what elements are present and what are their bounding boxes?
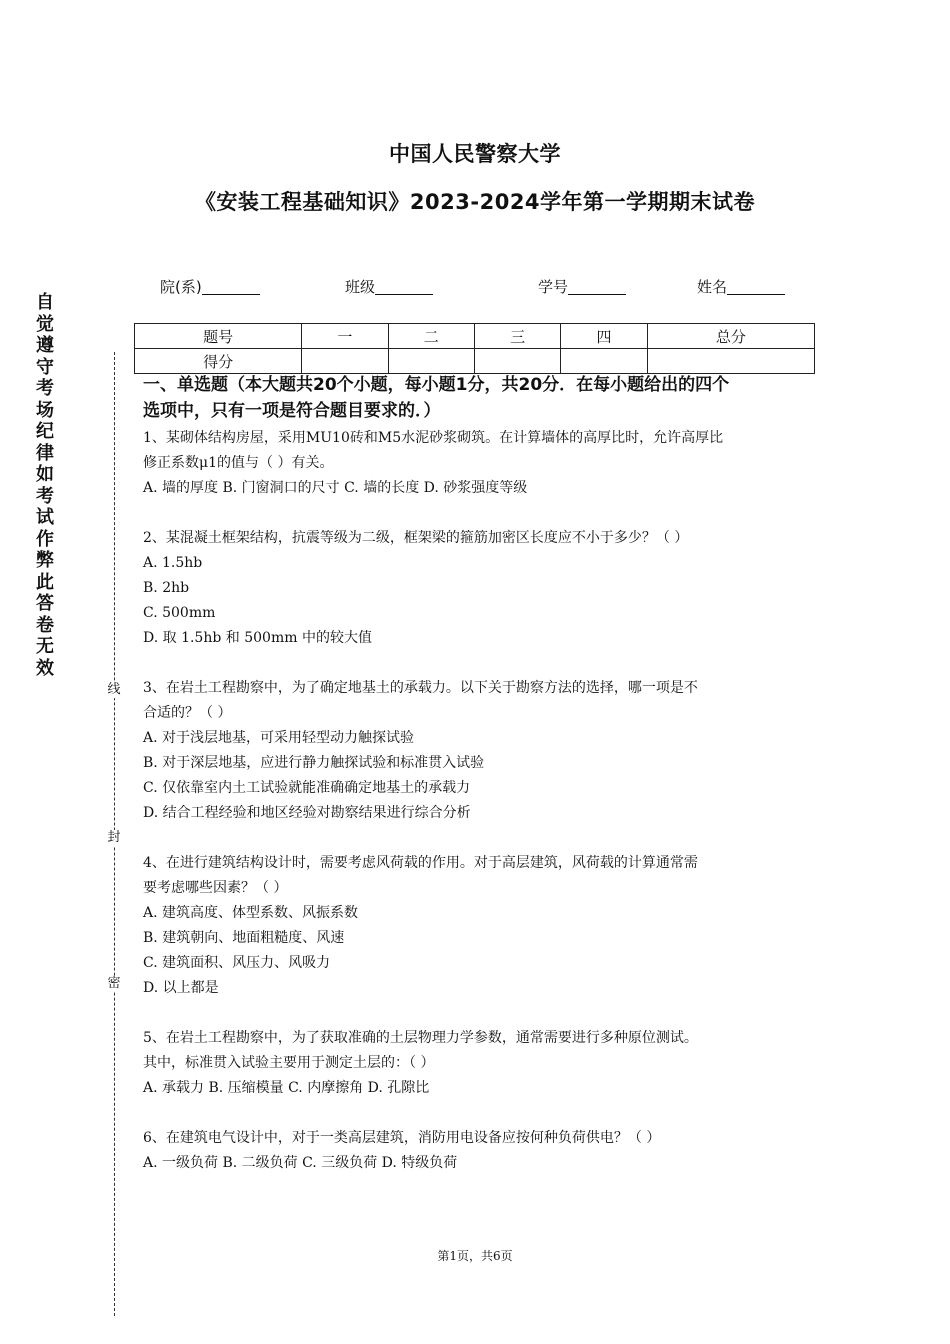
- score-table-cell: 二: [388, 324, 474, 349]
- question-option: A. 一级负荷 B. 二级负荷 C. 三级负荷 D. 特级负荷: [143, 1155, 458, 1171]
- class-blank: [375, 278, 433, 295]
- question-option: B. 对于深层地基，应进行静力触探试验和标准贯入试验: [143, 755, 485, 771]
- question-option: A. 墙的厚度 B. 门窗洞口的尺寸 C. 墙的长度 D. 砂浆强度等级: [143, 480, 528, 496]
- score-table-cell: 总分: [647, 324, 814, 349]
- seal-label-secret: 密: [107, 976, 121, 991]
- department-field: [160, 276, 260, 297]
- class-label: 班级: [345, 278, 376, 296]
- question-stem: 其中，标准贯入试验主要用于测定土层的：（ ）: [143, 1055, 435, 1071]
- question-option: C. 建筑面积、风压力、风吸力: [143, 955, 331, 971]
- name-field: [697, 276, 785, 297]
- question-option: D. 结合工程经验和地区经验对勘察结果进行综合分析: [143, 805, 471, 821]
- question-stem: 1、某砌体结构房屋，采用MU10砖和M5水泥砂浆砌筑。在计算墙体的高厚比时，允许高厚比: [143, 430, 724, 446]
- question-option: A. 承载力 B. 压缩模量 C. 内摩擦角 D. 孔隙比: [143, 1080, 430, 1096]
- question-stem: 3、在岩土工程勘察中，为了确定地基土的承载力。以下关于勘察方法的选择，哪一项是不: [143, 680, 698, 696]
- question-stem: 4、在进行建筑结构设计时，需要考虑风荷载的作用。对于高层建筑，风荷载的计算通常需: [143, 855, 698, 871]
- score-blank-cell: [388, 349, 474, 374]
- exam-discipline-notice: 自觉遵守考场纪律如考试作弊此答卷无效: [36, 292, 54, 679]
- question-1: [143, 426, 818, 501]
- student-id-label: 学号: [538, 278, 569, 296]
- score-table-cell: 得分: [135, 349, 302, 374]
- score-table: [134, 323, 815, 374]
- question-option: C. 仅依靠室内土工试验就能准确确定地基土的承载力: [143, 780, 471, 796]
- score-table-cell: 四: [561, 324, 647, 349]
- question-stem: 6、在建筑电气设计中，对于一类高层建筑，消防用电设备应按何种负荷供电？（ ）: [143, 1130, 661, 1146]
- question-option: A. 对于浅层地基，可采用轻型动力触探试验: [143, 730, 415, 746]
- score-table-cell: 三: [474, 324, 560, 349]
- question-2: [143, 526, 818, 651]
- exam-title: 《安装工程基础知识》2023-2024学年第一学期期末试卷: [194, 190, 756, 214]
- department-label: 院(系): [160, 278, 202, 296]
- score-table-cell: 题号: [135, 324, 302, 349]
- question-3: [143, 676, 818, 826]
- score-blank-cell: [474, 349, 560, 374]
- class-field: [345, 276, 433, 297]
- question-stem: 5、在岩土工程勘察中，为了获取准确的土层物理力学参数，通常需要进行多种原位测试。: [143, 1030, 698, 1046]
- score-blank-cell: [647, 349, 814, 374]
- question-option: D. 取 1.5hb 和 500mm 中的较大值: [143, 630, 372, 646]
- page-number: 第1页，共6页: [437, 1249, 513, 1263]
- question-stem: 要考虑哪些因素？（ ）: [143, 880, 288, 896]
- exam-content: [143, 372, 818, 1201]
- question-stem: 合适的？（ ）: [143, 705, 232, 721]
- question-5: [143, 1026, 818, 1101]
- seal-label-seal: 封: [107, 830, 121, 845]
- question-option: B. 2hb: [143, 580, 190, 596]
- name-label: 姓名: [697, 278, 728, 296]
- student-id-field: [538, 276, 626, 297]
- section-heading-line: 一、单选题（本大题共20个小题，每小题1分，共20分．在每小题给出的四个: [143, 375, 730, 395]
- question-option: A. 建筑高度、体型系数、风振系数: [143, 905, 359, 921]
- score-table-header-row: [135, 324, 815, 349]
- question-option: A. 1.5hb: [143, 555, 203, 571]
- student-id-blank: [568, 278, 626, 295]
- question-6: [143, 1126, 818, 1176]
- question-stem: 2、某混凝土框架结构，抗震等级为二级，框架梁的箍筋加密区长度应不小于多少？（ ）: [143, 530, 689, 546]
- score-table-cell: 一: [302, 324, 388, 349]
- seal-label-line: 线: [107, 682, 121, 697]
- name-blank: [727, 278, 785, 295]
- question-option: D. 以上都是: [143, 980, 219, 996]
- score-table-score-row: [135, 349, 815, 374]
- university-title: 中国人民警察大学: [389, 142, 561, 166]
- question-stem: 修正系数μ1的值与（ ）有关。: [143, 455, 334, 471]
- question-4: [143, 851, 818, 1001]
- department-blank: [202, 278, 260, 295]
- section-heading-line: 选项中，只有一项是符合题目要求的．）: [143, 401, 441, 421]
- score-blank-cell: [302, 349, 388, 374]
- score-blank-cell: [561, 349, 647, 374]
- question-option: B. 建筑朝向、地面粗糙度、风速: [143, 930, 345, 946]
- question-option: C. 500mm: [143, 605, 216, 621]
- section-heading: [143, 372, 818, 424]
